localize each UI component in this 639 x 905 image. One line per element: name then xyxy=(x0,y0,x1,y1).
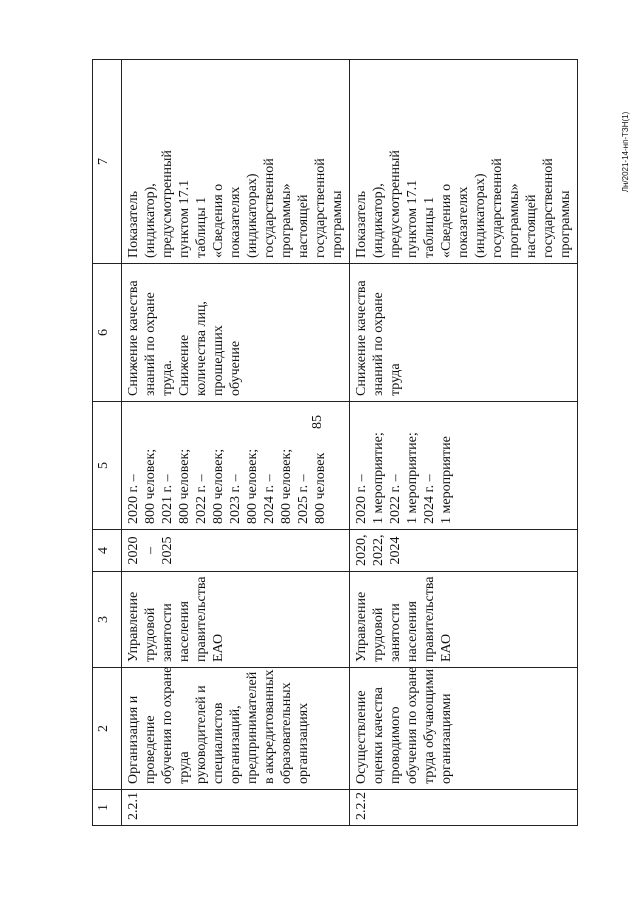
measure-name-line: организациями xyxy=(439,693,454,784)
expected-result-line: 800 человек; xyxy=(211,448,226,524)
measure-name-line: обучения по охране xyxy=(405,666,420,784)
measure-name-line: Организация и xyxy=(126,695,141,784)
indicator-link-line: программы xyxy=(558,190,573,258)
header-cell-5: 5 xyxy=(93,402,122,530)
measure-name-line: организациях xyxy=(296,702,311,784)
expected-result-line: 2020 г. – xyxy=(354,474,369,524)
expected-result-line: 2022 г. – xyxy=(388,474,403,524)
executor-line: населения xyxy=(405,601,420,662)
expected-result-line: 800 человек; xyxy=(177,448,192,524)
indicator-link-line: программы» xyxy=(279,183,294,258)
expected-result-line: 2022 г. – xyxy=(194,474,209,524)
expected-result-line: 2021 г. – xyxy=(160,474,175,524)
implementation-years-cell xyxy=(122,530,350,572)
indicator-link-line: Показатель xyxy=(354,191,369,258)
measure-name-line: оценки качества xyxy=(371,687,386,784)
measure-name-cell xyxy=(122,668,350,790)
indicator-link-line: показателях xyxy=(456,186,471,258)
header-row xyxy=(93,60,122,826)
consequences-line: труда. xyxy=(160,359,175,396)
implementation-years-line: – xyxy=(143,547,158,554)
executor-line: правительства xyxy=(422,576,437,662)
expected-result-line: 800 человек; xyxy=(245,448,260,524)
expected-result-line: 1 мероприятие; xyxy=(405,432,420,524)
measure-name-line: руководителей и xyxy=(194,685,209,784)
indicator-link-line: предусмотренный xyxy=(388,150,403,258)
header-cell-7: 7 xyxy=(93,60,122,264)
header-cell-2: 2 xyxy=(93,668,122,790)
consequences-cell xyxy=(350,264,578,402)
executor-cell xyxy=(122,572,350,668)
expected-result-line: 800 человек; xyxy=(143,448,158,524)
measure-name-cell xyxy=(350,668,578,790)
expected-result-line: 2024 г. – xyxy=(262,474,277,524)
expected-result-line: 800 человек xyxy=(313,452,328,524)
header-cell-3: 3 xyxy=(93,572,122,668)
indicator-link-line: Показатель xyxy=(126,191,141,258)
indicator-link-line: пунктом 17.1 xyxy=(405,179,420,258)
table-row xyxy=(122,60,350,826)
consequences-line: знаний по охране xyxy=(371,292,386,396)
expected-result-line: 1 мероприятие; xyxy=(371,432,386,524)
indicator-link-line: таблицы 1 xyxy=(422,196,437,258)
indicator-link-line: государственной xyxy=(490,158,505,258)
executor-line: населения xyxy=(177,601,192,662)
measure-name-line: специалистов xyxy=(211,702,226,784)
measure-name-line: Осуществление xyxy=(354,690,369,784)
row-number-cell: 2.2.2 xyxy=(350,790,578,826)
consequences-line: Снижение качества xyxy=(126,280,141,396)
executor-cell xyxy=(350,572,578,668)
implementation-years-line: 2024 xyxy=(388,536,403,565)
executor-line: ЕАО xyxy=(439,633,454,662)
header-cell-4: 4 xyxy=(93,530,122,572)
consequences-line: прошедших xyxy=(211,325,226,396)
implementation-years-line: 2025 xyxy=(160,536,175,565)
indicator-link-line: программы xyxy=(330,190,345,258)
executor-line: трудовой xyxy=(371,607,386,662)
expected-result-line: 2025 г. – xyxy=(296,474,311,524)
indicator-link-line: программы» xyxy=(507,183,522,258)
header-cell-1: 1 xyxy=(93,790,122,826)
indicator-link-line: (индикаторах) xyxy=(245,173,260,258)
indicator-link-cell xyxy=(122,60,350,264)
indicator-link-line: настоящей xyxy=(296,194,311,258)
indicator-link-line: (индикатор), xyxy=(143,183,158,258)
executor-line: Управление xyxy=(354,591,369,662)
consequences-line: знаний по охране xyxy=(143,292,158,396)
measure-name-line: образовательных xyxy=(279,682,294,784)
indicator-link-line: государственной xyxy=(541,158,556,258)
measure-name-line: труда обучающими xyxy=(422,669,437,784)
implementation-years-line: 2022, xyxy=(371,534,386,566)
expected-result-line: 800 человек; xyxy=(279,448,294,524)
measure-name-line: проводимого xyxy=(388,706,403,784)
measure-name-line: проведение xyxy=(143,715,158,784)
consequences-line: обучение xyxy=(228,340,243,396)
measure-name-line: труда xyxy=(177,751,192,784)
consequences-line: количества лиц, xyxy=(194,301,209,396)
page-number: 85 xyxy=(310,415,325,429)
indicator-link-line: предусмотренный xyxy=(160,150,175,258)
expected-result-line: 2023 г. – xyxy=(228,474,243,524)
consequences-line: Снижение xyxy=(177,334,192,396)
executor-line: правительства xyxy=(194,576,209,662)
rotated-table-container xyxy=(92,60,573,826)
executor-line: Управление xyxy=(126,591,141,662)
table-row xyxy=(350,60,578,826)
measure-name-line: в аккредитованных xyxy=(262,669,277,784)
indicator-link-cell xyxy=(350,60,578,264)
measure-name-line: предпринимателей xyxy=(245,671,260,784)
expected-result-cell xyxy=(350,402,578,530)
indicator-link-line: (индикаторах) xyxy=(473,173,488,258)
expected-result-line: 1 мероприятие xyxy=(439,436,454,524)
header-cell-6: 6 xyxy=(93,264,122,402)
expected-result-line: 2024 г. – xyxy=(422,474,437,524)
indicator-link-line: «Сведения о xyxy=(439,183,454,258)
indicator-link-line: «Сведения о xyxy=(211,183,226,258)
indicator-link-line: настоящей xyxy=(524,194,539,258)
consequences-line: Снижение качества xyxy=(354,280,369,396)
expected-result-line: 2020 г. – xyxy=(126,474,141,524)
measure-name-line: организаций, xyxy=(228,705,243,784)
implementation-years-line: 2020 xyxy=(126,536,141,565)
implementation-years-cell xyxy=(350,530,578,572)
executor-line: занятости xyxy=(160,603,175,662)
expected-result-cell xyxy=(122,402,350,530)
indicator-link-line: (индикатор), xyxy=(371,183,386,258)
consequences-cell xyxy=(122,264,350,402)
indicator-link-line: пунктом 17.1 xyxy=(177,179,192,258)
implementation-years-line: 2020, xyxy=(354,534,369,566)
indicator-link-line: показателях xyxy=(228,186,243,258)
table-body xyxy=(122,60,578,826)
indicator-link-line: таблицы 1 xyxy=(194,196,209,258)
row-number-cell: 2.2.1 xyxy=(122,790,350,826)
document-code: Лн/2021-14-нп-ТЗН(1) xyxy=(621,111,630,193)
measure-name-line: обучения по охране xyxy=(160,666,175,784)
program-measures-table xyxy=(92,59,578,826)
indicator-link-line: государственной xyxy=(313,158,328,258)
executor-line: занятости xyxy=(388,603,403,662)
executor-line: ЕАО xyxy=(211,633,226,662)
executor-line: трудовой xyxy=(143,607,158,662)
indicator-link-line: государственной xyxy=(262,158,277,258)
consequences-line: труда xyxy=(388,363,403,396)
